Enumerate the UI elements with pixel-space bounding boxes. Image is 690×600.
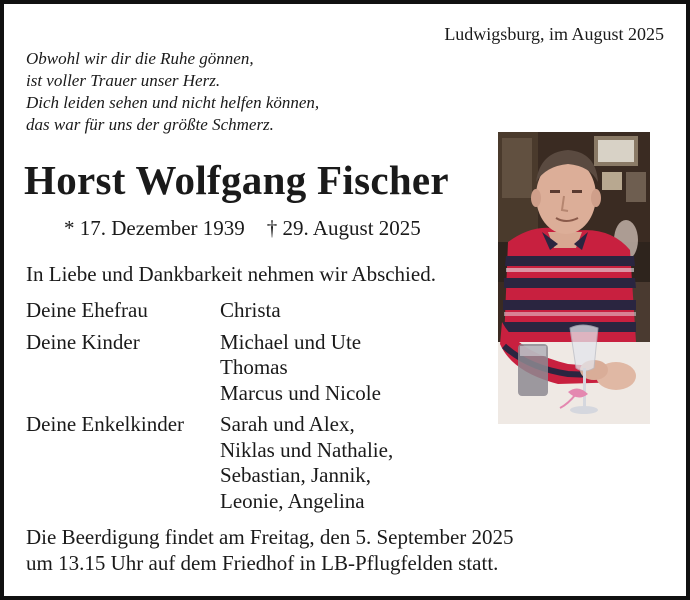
family-row — [26, 412, 393, 514]
portrait-illustration — [498, 132, 650, 424]
deceased-name: Horst Wolfgang Fischer — [24, 157, 449, 203]
family-role: Deine Ehefrau — [26, 298, 148, 322]
family-names — [220, 330, 381, 407]
death-date: † 29. August 2025 — [266, 216, 421, 240]
family-names — [220, 298, 281, 324]
family-name: Marcus und Nicole — [220, 380, 381, 405]
family-name: Christa — [220, 298, 281, 322]
family-list — [26, 298, 393, 520]
family-role: Deine Kinder — [26, 329, 140, 354]
portrait-photo — [498, 132, 650, 424]
family-row — [26, 330, 393, 407]
family-name: Michael und Ute — [220, 329, 362, 354]
family-name: Niklas und Nathalie, — [220, 437, 394, 462]
family-row — [26, 298, 393, 324]
family-name: Thomas — [220, 355, 288, 379]
birth-date: * 17. Dezember 1939 — [64, 216, 245, 240]
poem-line: ist voller Trauer unser Herz. — [26, 71, 221, 90]
funeral-info — [26, 524, 514, 576]
family-name: Sarah und Alex, — [220, 412, 355, 436]
family-names — [220, 412, 393, 514]
family-name: Leonie, Angelina — [220, 488, 365, 513]
farewell-text: In Liebe und Dankbarkeit nehmen wir Abschied. — [26, 262, 436, 286]
family-name: Sebastian, Jannik, — [220, 463, 372, 487]
poem — [26, 48, 319, 136]
life-dates — [64, 216, 421, 241]
family-role: Deine Enkelkinder — [26, 412, 185, 436]
funeral-line: Die Beerdigung findet am Freitag, den 5. September 2025 — [26, 525, 514, 549]
place-date: Ludwigsburg, im August 2025 — [444, 24, 664, 44]
funeral-line: um 13.15 Uhr auf dem Friedhof in LB-Pflugfelden statt. — [26, 551, 499, 575]
poem-line: Dich leiden sehen und nicht helfen können, — [26, 93, 320, 112]
poem-line: Obwohl wir dir die Ruhe gönnen, — [26, 49, 254, 68]
poem-line: das war für uns der größte Schmerz. — [26, 115, 274, 134]
